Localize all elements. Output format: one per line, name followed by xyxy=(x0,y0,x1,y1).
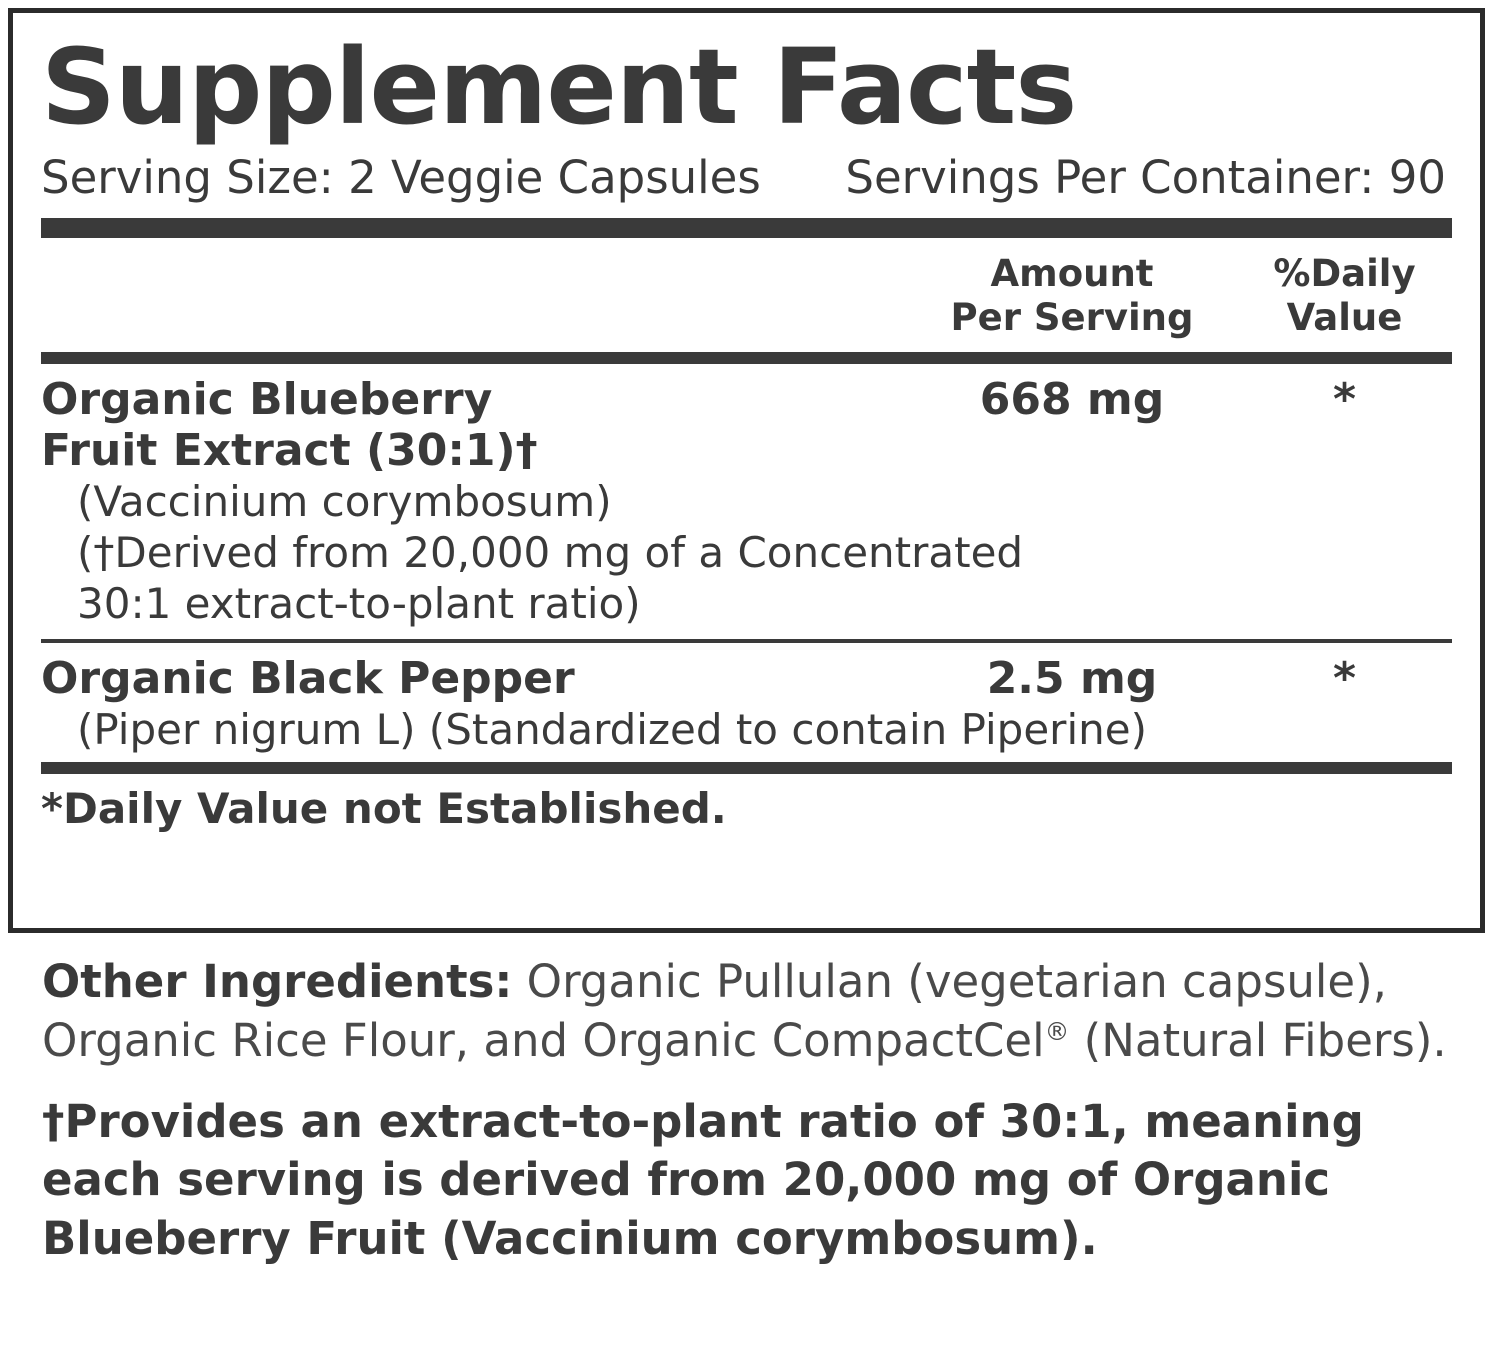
ingredient-name-black-pepper: Organic Black Pepper xyxy=(41,653,575,705)
ingredient-amount-blueberry: 668 mg xyxy=(979,373,1165,425)
servings-per-container: Servings Per Container: 90 xyxy=(845,151,1446,205)
ingredient-sub-blueberry-derived-1: (†Derived from 20,000 mg of a Concentrated xyxy=(77,527,1024,577)
ingredient-dv-blueberry: * xyxy=(1332,373,1356,425)
ingredient-row-blueberry xyxy=(41,364,1452,630)
registered-trademark-symbol: ® xyxy=(1044,1017,1070,1047)
column-header-dv-line2: Value xyxy=(1286,295,1403,339)
divider-thick-top xyxy=(41,218,1452,238)
column-header-amount-line2: Per Serving xyxy=(950,295,1194,339)
footer-notes xyxy=(42,952,1452,1268)
ingredient-sub-blueberry-derived-2: 30:1 extract-to-plant ratio) xyxy=(77,579,641,629)
column-header-dv-line1: %Daily xyxy=(1273,252,1416,296)
divider-med-under-headers xyxy=(41,352,1452,364)
serving-size: Serving Size: 2 Veggie Capsules xyxy=(41,151,761,205)
column-header-amount-line1: Amount xyxy=(990,252,1154,296)
supplement-facts-panel xyxy=(8,8,1485,933)
serving-info-row xyxy=(41,151,1452,204)
ingredient-row-black-pepper xyxy=(41,643,1452,755)
column-headers xyxy=(41,238,1452,345)
daily-value-footnote: *Daily Value not Established. xyxy=(41,783,727,833)
other-ingredients-text-2: (Natural Fibers). xyxy=(1069,1014,1447,1068)
ingredient-name-blueberry-line1: Organic Blueberry xyxy=(41,373,493,425)
other-ingredients-label: Other Ingredients: xyxy=(42,955,513,1008)
divider-med-bottom xyxy=(41,762,1452,774)
panel-title: Supplement Facts xyxy=(41,26,1077,148)
column-header-daily-value xyxy=(1237,252,1452,339)
ingredient-sub-black-pepper: (Piper nigrum L) (Standardized to contain Piperine) xyxy=(77,705,1147,755)
other-ingredients xyxy=(42,952,1452,1071)
ingredient-name-blueberry xyxy=(41,374,907,476)
ingredient-sub-blueberry-latin: (Vaccinium corymbosum) xyxy=(77,476,612,526)
column-header-amount xyxy=(907,252,1237,339)
other-ingredients-text-1: Organic Pullulan (vegetarian capsule), Organic Rice Flour, and Organic CompactCel xyxy=(42,955,1387,1068)
extract-ratio-note: †Provides an extract-to-plant ratio of 30:1, meaning each serving is derived from 20,000 mg of Organic Blueberry Fruit (Vaccinium corymbosum). xyxy=(42,1094,1364,1265)
ingredient-dv-black-pepper: * xyxy=(1332,653,1356,705)
ingredient-name-blueberry-line2: Fruit Extract (30:1)† xyxy=(41,424,538,476)
ingredient-amount-black-pepper: 2.5 mg xyxy=(986,653,1158,705)
